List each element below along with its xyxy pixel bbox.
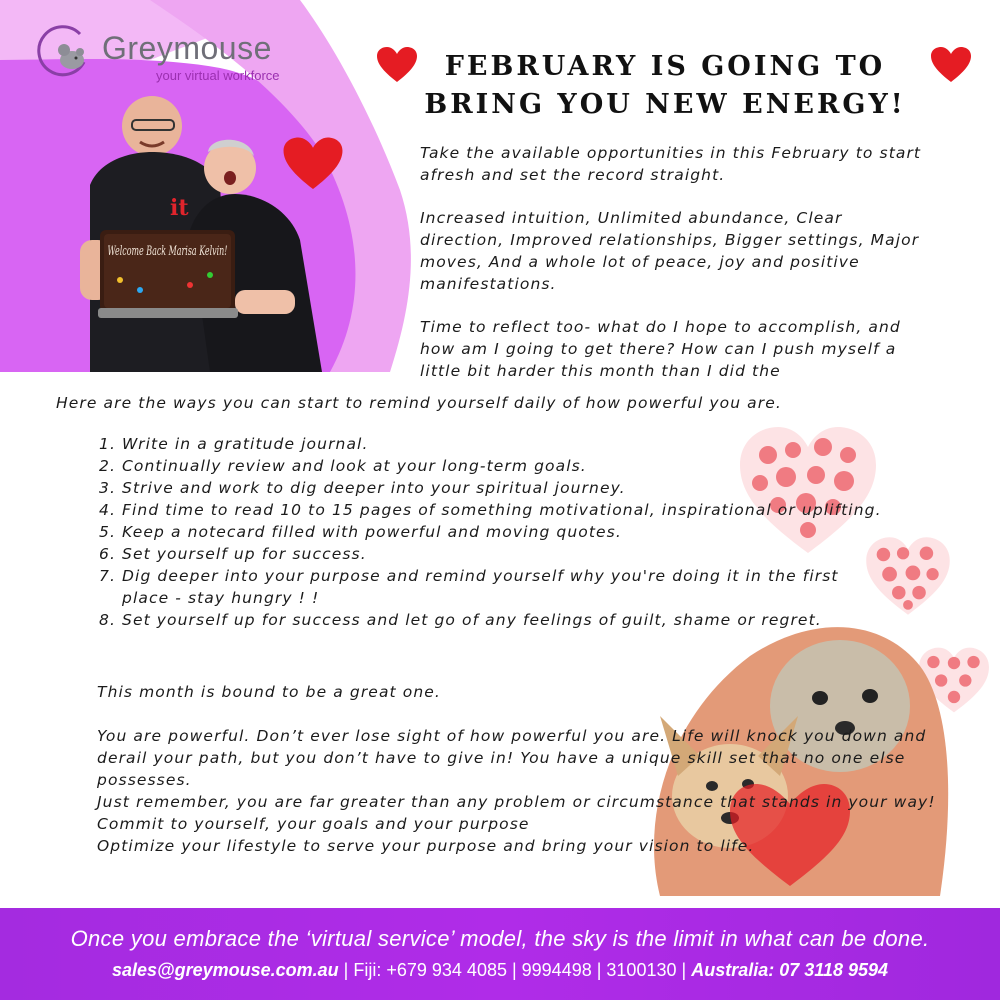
list-item: 3. Strive and work to dig deeper into your spiritual journey. xyxy=(122,477,882,499)
list-item: 6. Set yourself up for success. xyxy=(122,543,882,565)
closing-line-5: Optimize your lifestyle to serve your purpose and bring your vision to life. xyxy=(97,837,755,855)
logo-tagline: your virtual workforce xyxy=(156,68,280,83)
heart-icon xyxy=(930,46,972,84)
footer-contacts xyxy=(0,960,1000,981)
fiji-phone[interactable]: Fiji: +679 934 4085 | 9994498 | 3100130 xyxy=(353,960,677,980)
logo-name: Greymouse xyxy=(102,30,272,66)
cake-text: Welcome Back Marisa Kelvin! xyxy=(107,244,228,259)
australia-phone[interactable]: Australia: 07 3118 9594 xyxy=(691,960,888,980)
mouse-logo-icon xyxy=(36,22,96,82)
intro-paragraph-1: Take the available opportunities in this February to start afresh and set the record straight. xyxy=(420,144,922,184)
intro-paragraph-2: Increased intuition, Unlimited abundance, Clear direction, Improved relationships, Bigger settings, Major moves, And a whole lot of peace, joy and positive manifestations. xyxy=(420,209,920,293)
page-title xyxy=(415,48,915,124)
closing-text xyxy=(97,681,957,857)
title-line-1: FEBRUARY IS GOING TO xyxy=(444,51,886,82)
closing-line-3: Just remember, you are far greater than any problem or circumstance that stands in your way! xyxy=(97,793,936,811)
greymouse-logo[interactable] xyxy=(36,22,296,92)
separator: | xyxy=(343,960,349,980)
shirt-logo: it xyxy=(170,195,189,221)
heart-icon xyxy=(282,136,344,192)
separator: | xyxy=(681,960,687,980)
email-link[interactable]: sales@greymouse.com.au xyxy=(111,960,339,980)
list-item: 5. Keep a notecard filled with powerful and moving quotes. xyxy=(122,521,882,543)
reminder-text: Here are the ways you can start to remind yourself daily of how powerful you are. xyxy=(56,394,782,412)
heart-icon xyxy=(376,46,418,84)
list-item: 7. Dig deeper into your purpose and remind yourself why you're doing it in the first place - stay hungry ! ! xyxy=(122,565,882,609)
tips-list xyxy=(96,433,882,631)
intro-text xyxy=(420,142,930,403)
title-line-2: BRING YOU NEW ENERGY! xyxy=(424,89,906,120)
list-item: 8. Set yourself up for success and let go of any feelings of guilt, shame or regret. xyxy=(122,609,882,631)
list-item: 2. Continually review and look at your long-term goals. xyxy=(122,455,882,477)
closing-line-4: Commit to yourself, your goals and your purpose xyxy=(97,815,530,833)
closing-line-1: This month is bound to be a great one. xyxy=(97,683,441,701)
footer-banner xyxy=(0,908,1000,1000)
list-item: 1. Write in a gratitude journal. xyxy=(122,433,882,455)
closing-line-2: You are powerful. Don’t ever lose sight of how powerful you are. Life will knock you down and derail your path, but you don’t have to give in! You have a unique skill set that no one else possesses. xyxy=(97,727,927,789)
list-item: 4. Find time to read 10 to 15 pages of something motivational, inspirational or uplifting. xyxy=(122,499,882,521)
team-photo xyxy=(60,90,350,372)
footer-quote: Once you embrace the ‘virtual service’ model, the sky is the limit in what can be done. xyxy=(70,926,930,951)
intro-paragraph-3: Time to reflect too- what do I hope to accomplish, and how am I going to get there? How can I push myself a little bit harder this month than I did the xyxy=(420,318,901,380)
